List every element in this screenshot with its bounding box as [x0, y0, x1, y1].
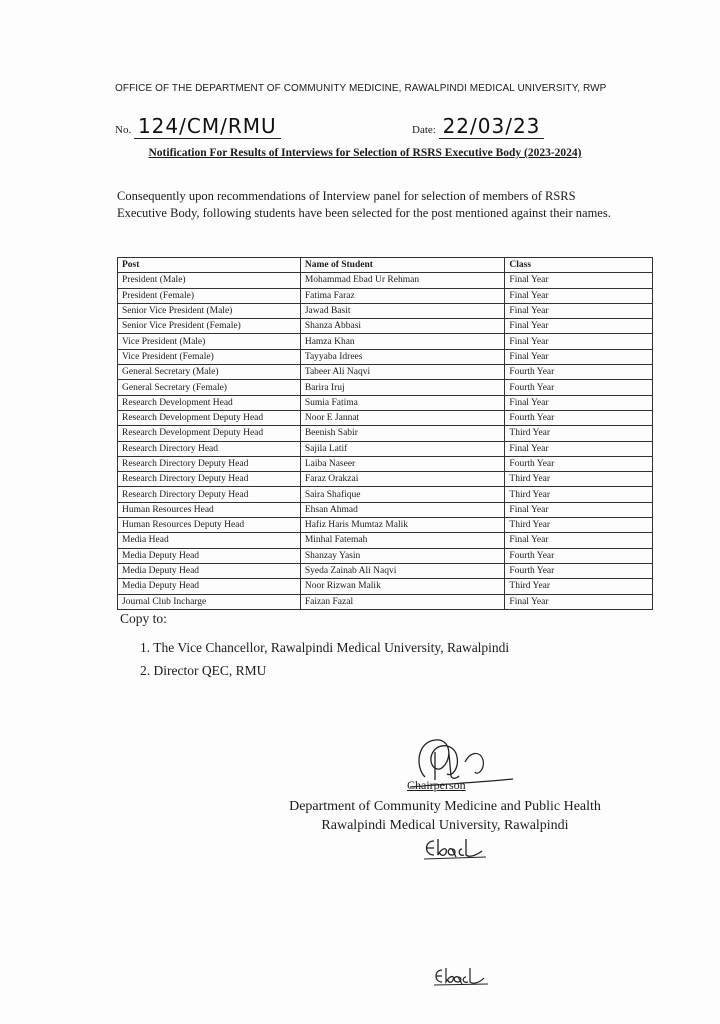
cell-post: Research Development Deputy Head — [118, 426, 301, 441]
cell-class: Fourth Year — [505, 456, 653, 471]
table-row — [118, 518, 653, 533]
list-item: 2. Director QEC, RMU — [140, 663, 267, 678]
selection-table — [117, 257, 653, 610]
cell-name: Tabeer Ali Naqvi — [300, 365, 505, 380]
table-row — [118, 472, 653, 487]
cell-name: Minhal Fatemah — [300, 533, 505, 548]
cell-post: Research Directory Deputy Head — [118, 487, 301, 502]
cell-name: Jawad Basit — [300, 303, 505, 318]
cell-class: Fourth Year — [505, 380, 653, 395]
cell-class: Third Year — [505, 487, 653, 502]
cell-class: Third Year — [505, 472, 653, 487]
table-row — [118, 548, 653, 563]
cell-name: Faraz Orakzai — [300, 472, 505, 487]
cell-post: Media Head — [118, 533, 301, 548]
cell-class: Final Year — [505, 288, 653, 303]
header-name: Name of Student — [300, 258, 505, 273]
cell-name: Noor Rizwan Malik — [300, 579, 505, 594]
cell-name: Laiba Naseer — [300, 456, 505, 471]
table-row — [118, 303, 653, 318]
cell-name: Tayyaba Idrees — [300, 349, 505, 364]
table-row — [118, 365, 653, 380]
cell-name: Shanzay Yasin — [300, 548, 505, 563]
university-name: Rawalpindi Medical University, Rawalpindi — [321, 818, 569, 833]
cell-post: Research Directory Deputy Head — [118, 472, 301, 487]
cell-name: Beenish Sabir — [300, 426, 505, 441]
intro-paragraph: Consequently upon recommendations of Interview panel for selection of members of RSRS Executive Body, following students have been selected for the post mentioned against their names. — [117, 189, 611, 220]
cell-name: Noor E Jannat — [300, 410, 505, 425]
table-row — [118, 288, 653, 303]
list-item: 1. The Vice Chancellor, Rawalpindi Medical University, Rawalpindi — [140, 640, 510, 655]
cell-post: Research Directory Head — [118, 441, 301, 456]
cell-name: Hafiz Haris Mumtaz Malik — [300, 518, 505, 533]
cell-class: Final Year — [505, 319, 653, 334]
table-row — [118, 334, 653, 349]
date-label: Date: — [412, 124, 436, 136]
table-row — [118, 273, 653, 288]
cell-class: Third Year — [505, 579, 653, 594]
cell-name: Syeda Zainab Ali Naqvi — [300, 563, 505, 578]
table-row — [118, 456, 653, 471]
department-block — [270, 797, 620, 835]
cell-class: Final Year — [505, 334, 653, 349]
copy-to-label: Copy to: — [120, 611, 167, 626]
header-post: Post — [118, 258, 301, 273]
cell-class: Final Year — [505, 533, 653, 548]
cell-post: President (Male) — [118, 273, 301, 288]
cell-name: Barira Iruj — [300, 380, 505, 395]
office-header: OFFICE OF THE DEPARTMENT OF COMMUNITY MEDICINE, RAWALPINDI MEDICAL UNIVERSITY, RWP — [115, 83, 607, 94]
table-row — [118, 380, 653, 395]
table-header-row — [118, 258, 653, 273]
table-row — [118, 319, 653, 334]
cell-post: General Secretary (Female) — [118, 380, 301, 395]
cell-class: Fourth Year — [505, 365, 653, 380]
header-class: Class — [505, 258, 653, 273]
reference-number-value: 124/CM/RMU — [134, 114, 281, 139]
table-row — [118, 349, 653, 364]
cell-class: Final Year — [505, 594, 653, 609]
table-row — [118, 441, 653, 456]
table-row — [118, 487, 653, 502]
cell-post: Research Development Deputy Head — [118, 410, 301, 425]
cell-post: Human Resources Head — [118, 502, 301, 517]
cell-class: Final Year — [505, 273, 653, 288]
cell-class: Fourth Year — [505, 563, 653, 578]
table-row — [118, 395, 653, 410]
cell-name: Faizan Fazal — [300, 594, 505, 609]
initials-signature — [422, 835, 492, 861]
cell-class: Third Year — [505, 426, 653, 441]
table-row — [118, 502, 653, 517]
cell-class: Fourth Year — [505, 548, 653, 563]
table-row — [118, 563, 653, 578]
copy-to-list — [140, 636, 509, 682]
cell-post: Vice President (Female) — [118, 349, 301, 364]
signatory-role: Chairperson — [407, 778, 466, 792]
cell-class: Final Year — [505, 441, 653, 456]
cell-post: Media Deputy Head — [118, 548, 301, 563]
table-row — [118, 426, 653, 441]
initials-signature-footer — [432, 965, 492, 987]
table-row — [118, 594, 653, 609]
cell-class: Third Year — [505, 518, 653, 533]
cell-name: Saira Shafique — [300, 487, 505, 502]
cell-name: Sajila Latif — [300, 441, 505, 456]
cell-post: Research Directory Deputy Head — [118, 456, 301, 471]
cell-name: Mohammad Ebad Ur Rehman — [300, 273, 505, 288]
cell-class: Final Year — [505, 395, 653, 410]
table-row — [118, 579, 653, 594]
cell-name: Shanza Abbasi — [300, 319, 505, 334]
table-row — [118, 533, 653, 548]
cell-name: Hamza Khan — [300, 334, 505, 349]
cell-name: Sumia Fatima — [300, 395, 505, 410]
cell-post: Media Deputy Head — [118, 563, 301, 578]
notification-title: Notification For Results of Interviews for Selection of RSRS Executive Body (2023-2024) — [148, 147, 582, 159]
table-row — [118, 410, 653, 425]
reference-number-label: No. — [115, 124, 132, 136]
date-value: 22/03/23 — [439, 114, 545, 139]
cell-post: Media Deputy Head — [118, 579, 301, 594]
reference-number — [115, 114, 281, 139]
cell-post: Research Development Head — [118, 395, 301, 410]
cell-name: Fatima Faraz — [300, 288, 505, 303]
date — [412, 114, 544, 139]
cell-class: Fourth Year — [505, 410, 653, 425]
cell-post: Human Resources Deputy Head — [118, 518, 301, 533]
cell-class: Final Year — [505, 303, 653, 318]
department-name: Department of Community Medicine and Public Health — [289, 799, 601, 814]
cell-post: Vice President (Male) — [118, 334, 301, 349]
cell-class: Final Year — [505, 349, 653, 364]
cell-post: General Secretary (Male) — [118, 365, 301, 380]
cell-post: Journal Club Incharge — [118, 594, 301, 609]
cell-post: Senior Vice President (Male) — [118, 303, 301, 318]
cell-post: Senior Vice President (Female) — [118, 319, 301, 334]
cell-post: President (Female) — [118, 288, 301, 303]
cell-class: Final Year — [505, 502, 653, 517]
cell-name: Ehsan Ahmad — [300, 502, 505, 517]
